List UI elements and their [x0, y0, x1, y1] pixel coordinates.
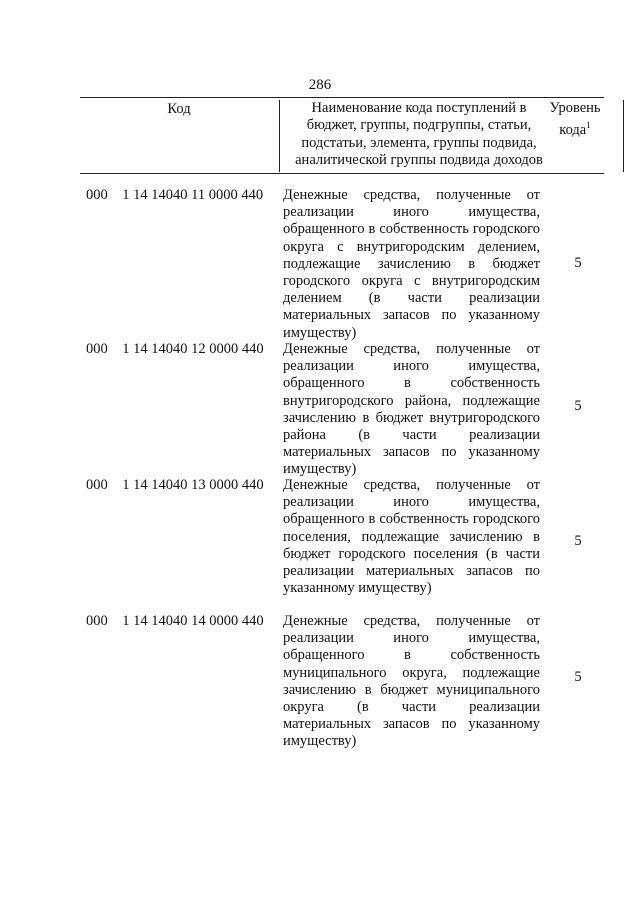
row-code: 000 1 14 14040 12 0000 440: [86, 341, 264, 357]
row-code: 000 1 14 14040 14 0000 440: [86, 613, 264, 629]
row-description: Денежные средства, полученные от реализации иного имущества, обращенного в собственность внутригородского района, подлежащие зачислению в бюджет внутригородского района (в части реализации материальных запасов по указанному имуществу): [283, 341, 540, 478]
header-level: Уровень кода: [549, 100, 601, 139]
row-level: 5: [574, 255, 582, 271]
row-level: 5: [574, 533, 582, 549]
header-level-cell: [545, 100, 605, 140]
row-code: 000 1 14 14040 11 0000 440: [86, 187, 264, 203]
row-description: Денежные средства, полученные от реализации иного имущества, обращенного в собственность городского округа с внутригородским делением, подлежащие зачислению в бюджет городского округа с внутригородским делением (в части реализации материальных запасов по указанному имуществу): [283, 187, 540, 341]
row-level: 5: [574, 398, 582, 414]
header-name: Наименование кода поступлений в бюджет, группы, подгруппы, статьи, подстатьи, элемента, группы подвида, аналитической группы подвида доходов: [295, 100, 543, 169]
row-description: Денежные средства, полученные от реализации иного имущества, обращенного в собственность муниципального округа, подлежащие зачислению в бюджет муниципального округа (в части реализации материальных запасов по указанному имуществу): [283, 613, 540, 750]
header-code: Код: [167, 101, 191, 117]
row-level: 5: [574, 669, 582, 685]
table-header: [80, 97, 604, 174]
page-number: 286: [308, 77, 332, 93]
header-level-footnote: 1: [586, 120, 591, 131]
row-description: Денежные средства, полученные от реализации иного имущества, обращенного в собственность городского поселения, подлежащие зачислению в бюджет городского поселения (в части реализации материальных запасов по указанному имуществу): [283, 477, 540, 597]
row-code: 000 1 14 14040 13 0000 440: [86, 477, 264, 493]
